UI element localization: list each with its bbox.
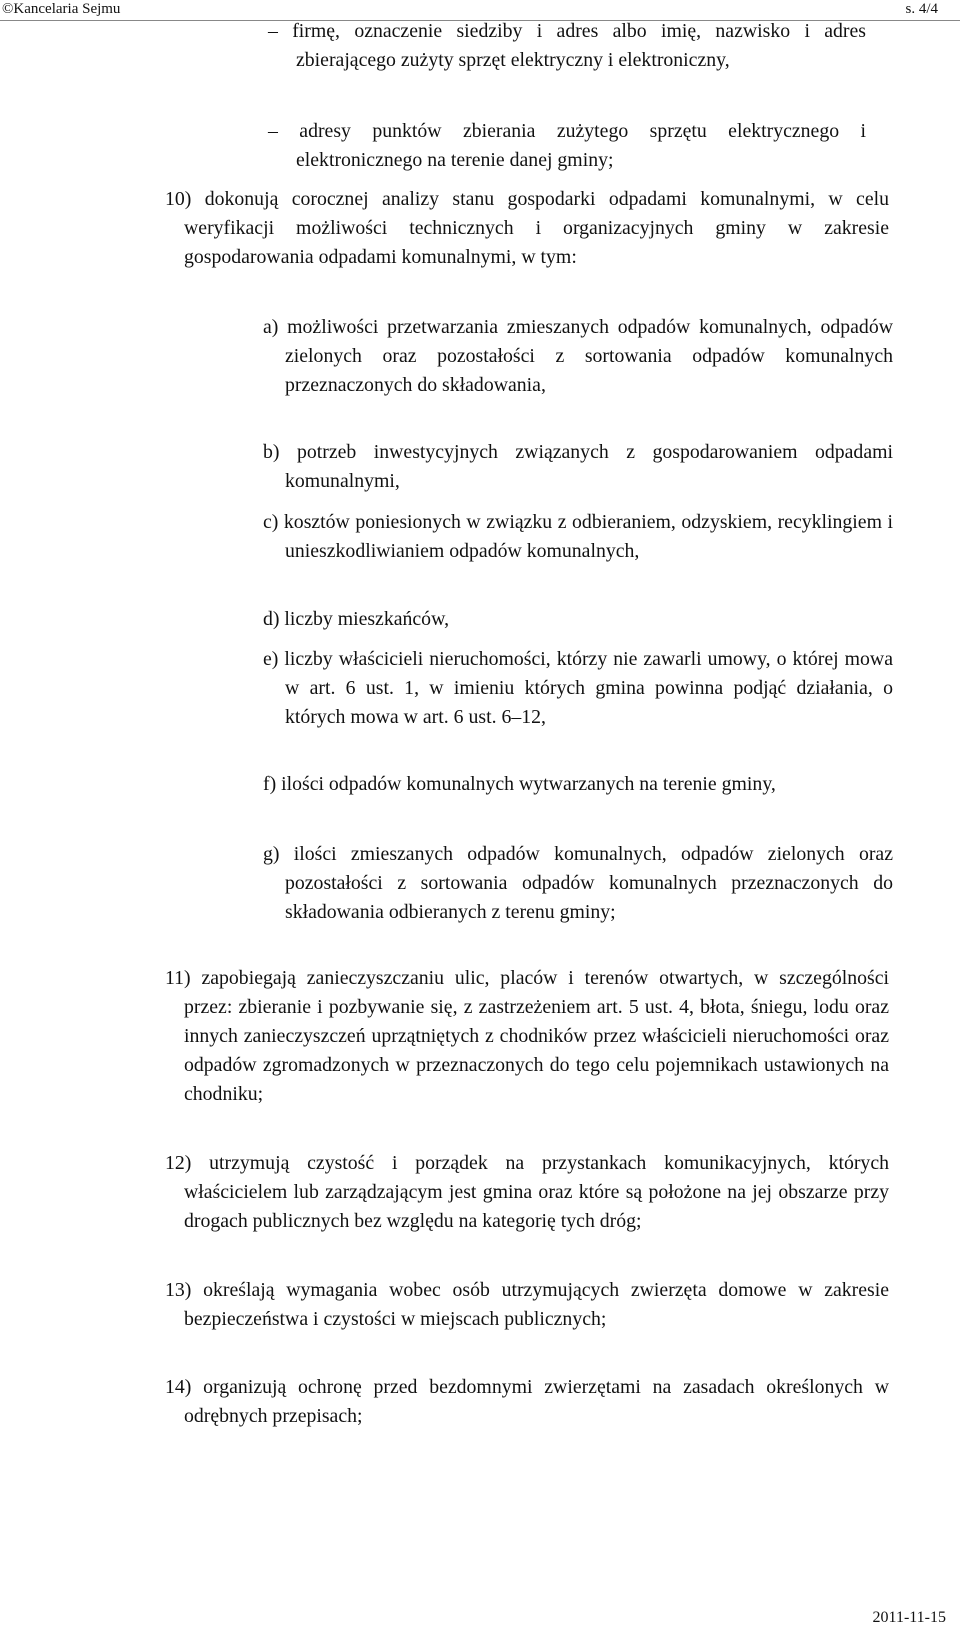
item-10: 10) dokonują corocznej analizy stanu gospodarki odpadami komunalnymi, w celu weryfikacji możliwości technicznych i organizacyjnych gminy w zakresie gospodarowania odpadami komunalnymi, w tym: xyxy=(165,188,889,268)
footer-date: 2011-11-15 xyxy=(872,1609,946,1626)
header-page-number: s. 4/4 xyxy=(905,1,938,17)
sub-item-g: g) ilości zmieszanych odpadów komunalnych, odpadów zielonych oraz pozostałości z sortowania odpadów komunalnych przeznaczonych do składowania odbieranych z terenu gminy; xyxy=(263,843,893,923)
sub-item-b: b) potrzeb inwestycyjnych związanych z gospodarowaniem odpadami komunalnymi, xyxy=(263,441,893,492)
item-13: 13) określają wymagania wobec osób utrzymujących zwierzęta domowe w zakresie bezpieczeństwa i czystości w miejscach publicznych; xyxy=(165,1279,889,1330)
sub-item-f: f) ilości odpadów komunalnych wytwarzanych na terenie gminy, xyxy=(263,773,776,795)
item-14: 14) organizują ochronę przed bezdomnymi zwierzętami na zasadach określonych w odrębnych przepisach; xyxy=(165,1376,889,1427)
dash-item-addresses: – adresy punktów zbierania zużytego sprzętu elektrycznego i elektronicznego na terenie danej gminy; xyxy=(268,120,866,171)
item-12: 12) utrzymują czystość i porządek na przystankach komunikacyjnych, których właścicielem lub zarządzającym jest gmina oraz które są położone na jej obszarze przy drogach publicznych bez względu na kategorię tych dróg; xyxy=(165,1152,889,1232)
sub-item-a: a) możliwości przetwarzania zmieszanych odpadów komunalnych, odpadów zielonych oraz pozostałości z sortowania odpadów komunalnych przeznaczonych do składowania, xyxy=(263,316,893,396)
header-source: ©Kancelaria Sejmu xyxy=(2,1,121,17)
dash-item-firm: – firmę, oznaczenie siedziby i adres albo imię, nazwisko i adres zbierającego zużyty sprzęt elektryczny i elektroniczny, xyxy=(268,20,866,71)
sub-item-d: d) liczby mieszkańców, xyxy=(263,608,450,630)
sub-item-e: e) liczby właścicieli nieruchomości, którzy nie zawarli umowy, o której mowa w art. 6 ust. 1, w imieniu których gmina powinna podjąć działania, o których mowa w art. 6 ust. 6–12, xyxy=(263,648,893,728)
sub-item-c: c) kosztów poniesionych w związku z odbieraniem, odzyskiem, recyklingiem i unieszkodliwianiem odpadów komunalnych, xyxy=(263,511,893,562)
item-11: 11) zapobiegają zanieczyszczaniu ulic, placów i terenów otwartych, w szczególności przez: zbieranie i pozbywanie się, z zastrzeżeniem art. 5 ust. 4, błota, śniegu, lodu oraz innych zanieczyszczeń uprzątniętych z chodników przez właścicieli nieruchomości oraz odpadów zgromadzonych w przeznaczonych do tego celu pojemnikach ustawionych na chodniku; xyxy=(165,967,889,1105)
